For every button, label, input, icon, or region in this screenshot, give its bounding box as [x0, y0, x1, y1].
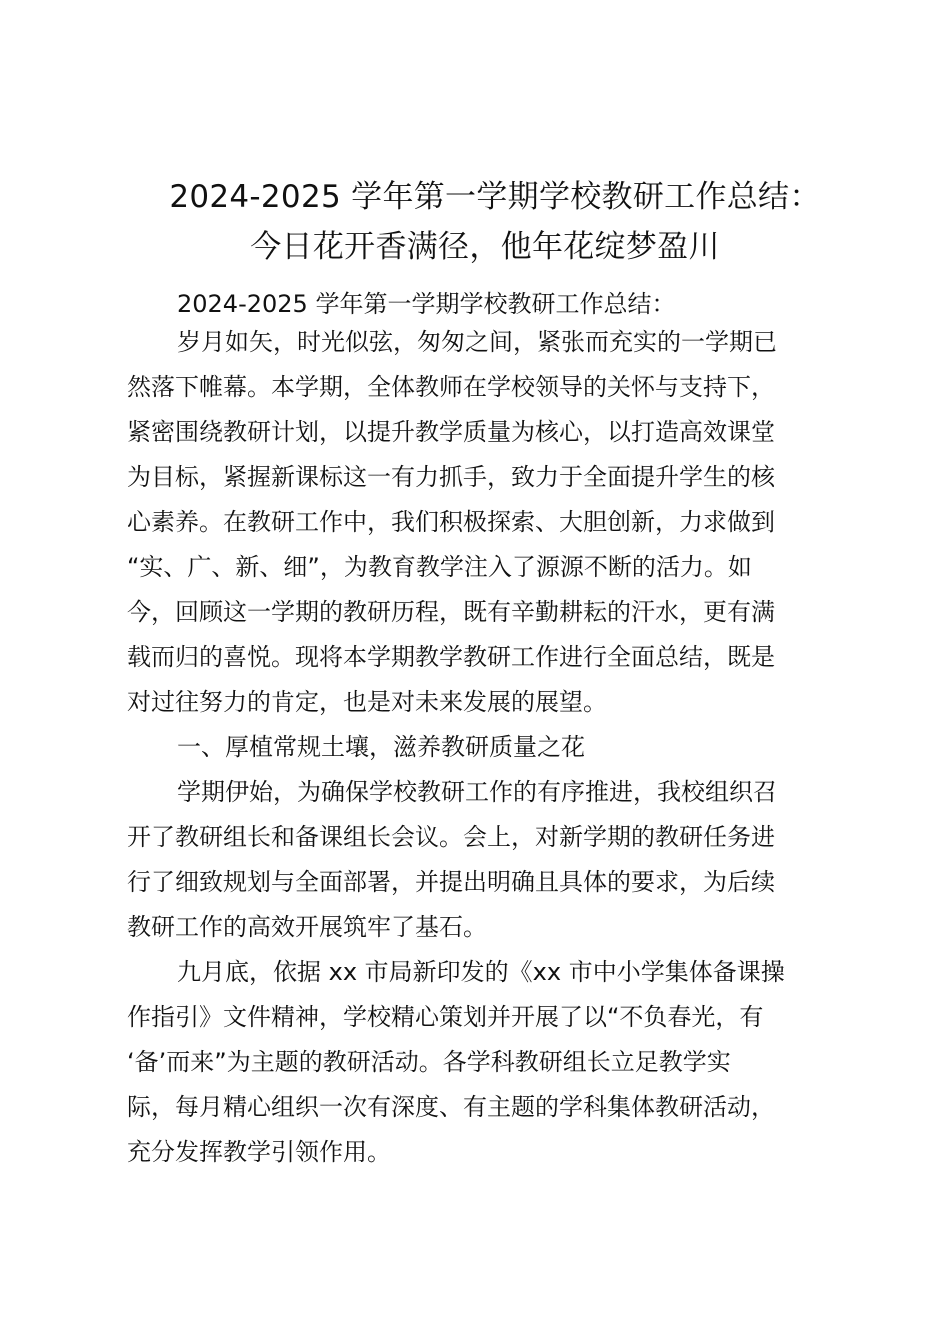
- subtitle-line: 2024-2025 学年第一学期学校教研工作总结：: [177, 290, 676, 318]
- paragraph-line: 学期伊始，为确保学校教研工作的有序推进，我校组织召: [177, 778, 777, 806]
- paragraph-line: 紧密围绕教研计划，以提升教学质量为核心，以打造高效课堂: [127, 418, 775, 446]
- document-title-line-1: 2024-2025 学年第一学期学校教研工作总结：: [169, 179, 821, 215]
- paragraph-line: 行了细致规划与全面部署，并提出明确且具体的要求，为后续: [127, 868, 775, 896]
- paragraph-line: 作指引》文件精神，学校精心策划并开展了以“不负春光，有: [127, 1003, 764, 1031]
- paragraph-line: 教研工作的高效开展筑牢了基石。: [127, 913, 487, 941]
- paragraph-line: “实、广、新、细”，为教育教学注入了源源不断的活力。如: [127, 553, 752, 581]
- paragraph-line: 开了教研组长和备课组长会议。会上，对新学期的教研任务进: [127, 823, 775, 851]
- paragraph-line: 心素养。在教研工作中，我们积极探索、大胆创新，力求做到: [127, 508, 775, 536]
- paragraph-line: 际，每月精心组织一次有深度、有主题的学科集体教研活动，: [127, 1093, 775, 1121]
- paragraph-line: 岁月如矢，时光似弦，匆匆之间，紧张而充实的一学期已: [177, 328, 777, 356]
- paragraph-line: 载而归的喜悦。现将本学期教学教研工作进行全面总结，既是: [127, 643, 775, 671]
- section-heading: 一、厚植常规土壤，滋养教研质量之花: [177, 733, 585, 761]
- paragraph-line: ‘备’而来”为主题的教研活动。各学科教研组长立足教学实: [127, 1048, 731, 1076]
- paragraph-line: 今，回顾这一学期的教研历程，既有辛勤耕耘的汗水，更有满: [127, 598, 775, 626]
- paragraph-line: 充分发挥教学引领作用。: [127, 1138, 391, 1166]
- paragraph-line: 然落下帷幕。本学期，全体教师在学校领导的关怀与支持下，: [127, 373, 775, 401]
- paragraph-line: 为目标，紧握新课标这一有力抓手，致力于全面提升学生的核: [127, 463, 775, 491]
- document-title-line-2: 今日花开香满径，他年花绽梦盈川: [250, 229, 720, 265]
- paragraph-line: 九月底，依据 xx 市局新印发的《xx 市中小学集体备课操: [177, 958, 785, 986]
- paragraph-line: 对过往努力的肯定，也是对未来发展的展望。: [127, 688, 607, 716]
